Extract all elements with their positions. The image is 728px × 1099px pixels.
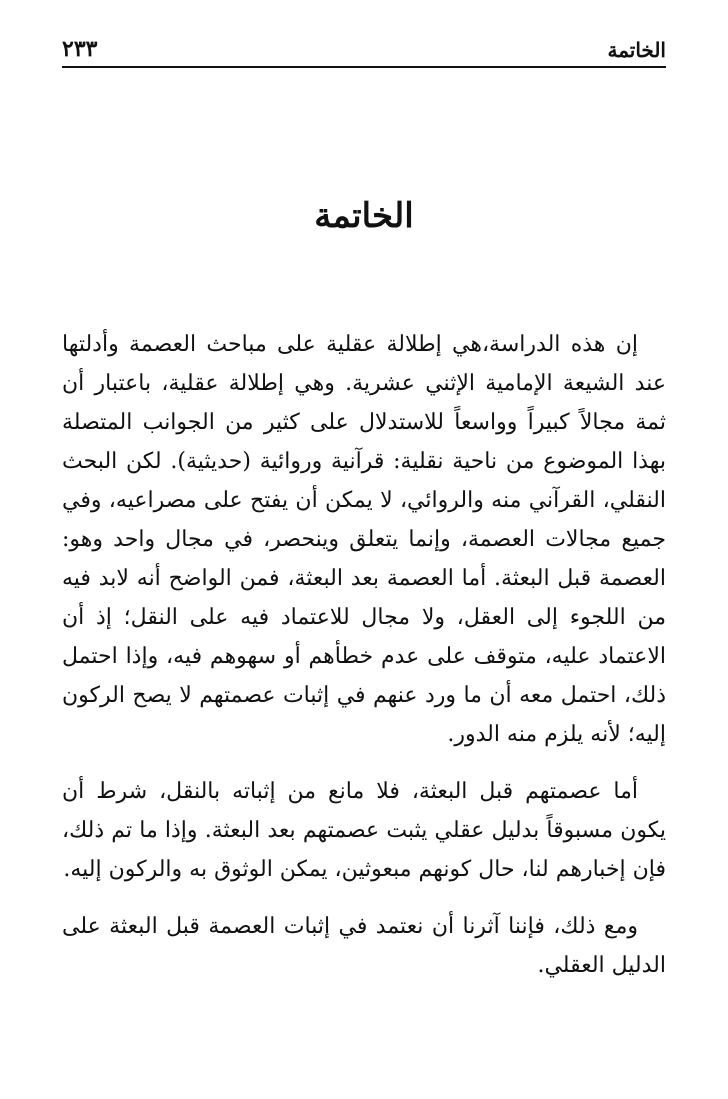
chapter-title: الخاتمة [314,196,414,236]
running-header-title: الخاتمة [607,38,666,62]
body-text [62,325,666,1003]
paragraph-3: ومع ذلك، فإننا آثرنا أن نعتمد في إثبات العصمة قبل البعثة على الدليل العقلي. [62,914,666,978]
running-header [62,28,666,68]
page-number: ٢٣٣ [62,36,98,62]
paragraph-2: أما عصمتهم قبل البعثة، فلا مانع من إثباته بالنقل، شرط أن يكون مسبوقاً بدليل عقلي يثبت عصمتهم بعد البعثة. وإذا ما تم ذلك، فإن إخبارهم لنا، حال كونهم مبعوثين، يمكن الوثوق به والركون إليه. [62,779,666,882]
paragraph-1: إن هذه الدراسة،هي إطلالة عقلية على مباحث العصمة وأدلتها عند الشيعة الإمامية الإثني عشرية. وهي إطلالة عقلية، باعتبار أن ثمة مجالاً كبيراً وواسعاً للاستدلال على كثير من الجوانب المتصلة بهذا الموضوع من ناحية نقلية: قرآنية وروائية (حديثية). لكن البحث النقلي، القرآني منه والروائي، لا يمكن أن يفتح على مصراعيه، وفي جميع مجالات العصمة، وإنما يتعلق وينحصر، في مجال واحد وهو: العصمة قبل البعثة. أما العصمة بعد البعثة، فمن الواضح أنه لابد فيه من اللجوء إلى العقل، ولا مجال للاعتماد فيه على النقل؛ إذ أن الاعتماد عليه، متوقف على عدم خطأهم أو سهوهم فيه، وإذا احتمل ذلك، احتمل معه أن ما ورد عنهم في إثبات عصمتهم لا يصح الركون إليه؛ لأنه يلزم منه الدور. [62,332,666,747]
